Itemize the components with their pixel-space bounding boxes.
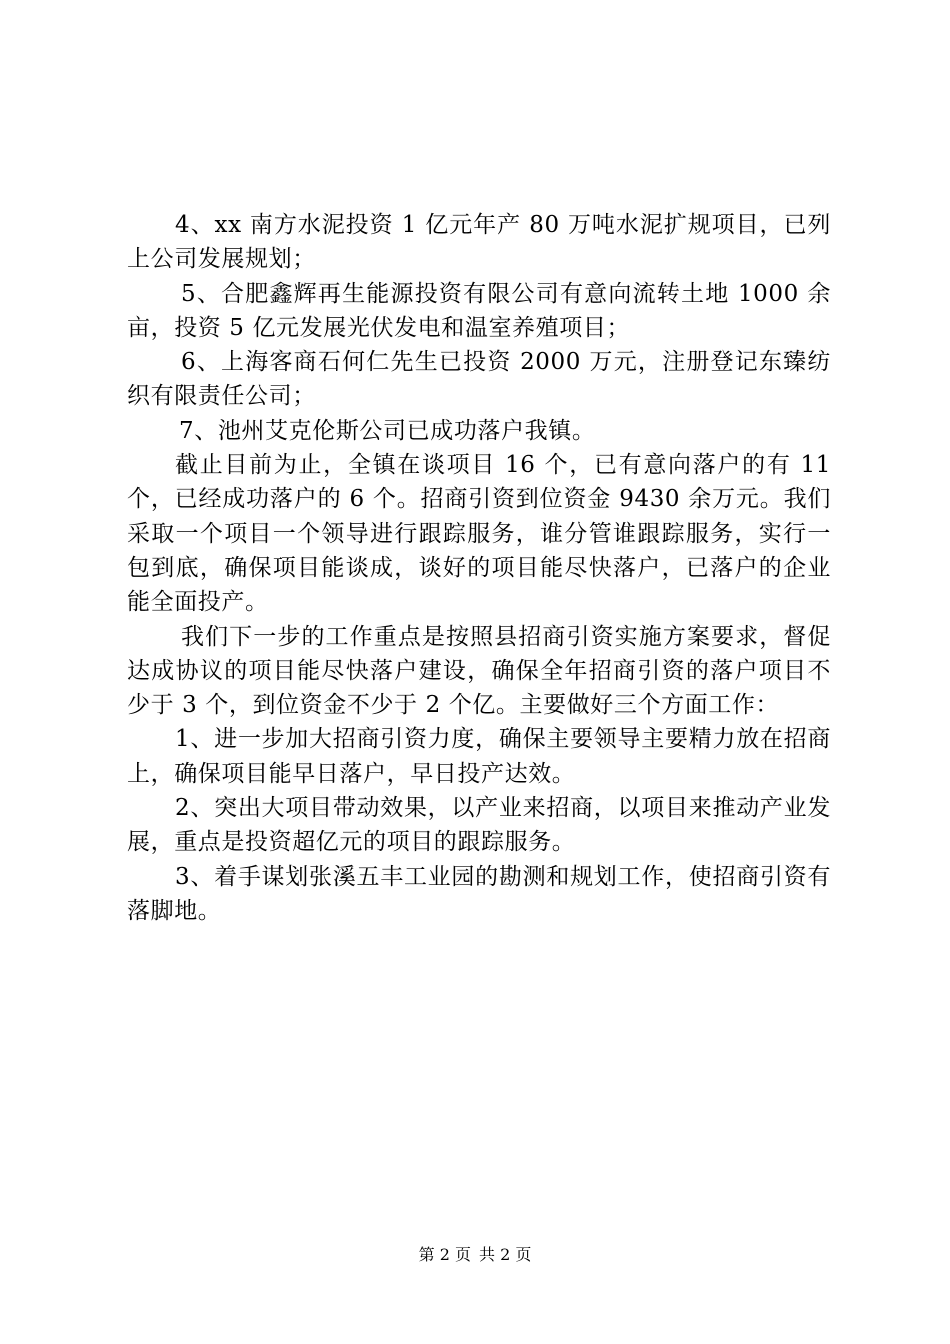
document-body bbox=[127, 208, 831, 928]
page-footer bbox=[0, 1245, 950, 1265]
paragraph-next-steps: 我们下一步的工作重点是按照县招商引资实施方案要求，督促达成协议的项目能尽快落户建设，确保全年招商引资的落户项目不少于 3 个，到位资金不少于 2 个亿。主要做好三个方面工作： bbox=[127, 623, 831, 719]
page-total: 共 2 页 bbox=[479, 1245, 532, 1264]
paragraph-task-1: 1、进一步加大招商引资力度，确保主要领导主要精力放在招商上，确保项目能早日落户，早日投产达效。 bbox=[127, 726, 831, 787]
paragraph-item-7: 7、池州艾克伦斯公司已成功落户我镇。 bbox=[179, 417, 596, 444]
paragraph-item-4: 4、xx 南方水泥投资 1 亿元年产 80 万吨水泥扩规项目，已列上公司发展规划； bbox=[127, 212, 831, 273]
page-number: 第 2 页 bbox=[418, 1245, 471, 1264]
paragraph-item-6: 6、上海客商石何仁先生已投资 2000 万元，注册登记东臻纺织有限责任公司； bbox=[127, 349, 831, 410]
paragraph-item-5: 5、合肥鑫辉再生能源投资有限公司有意向流转土地 1000 余亩，投资 5 亿元发展光伏发电和温室养殖项目； bbox=[127, 280, 831, 341]
paragraph-task-3: 3、着手谋划张溪五丰工业园的勘测和规划工作，使招商引资有落脚地。 bbox=[127, 863, 831, 924]
paragraph-task-2: 2、突出大项目带动效果，以产业来招商，以项目来推动产业发展，重点是投资超亿元的项目的跟踪服务。 bbox=[127, 795, 831, 856]
paragraph-progress-summary: 截止目前为止，全镇在谈项目 16 个，已有意向落户的有 11 个，已经成功落户的 6 个。招商引资到位资金 9430 余万元。我们采取一个项目一个领导进行跟踪服务，谁分管谁跟踪服务，实行一包到底，确保项目能谈成，谈好的项目能尽快落户，已落户的企业能全面投产。 bbox=[127, 452, 831, 616]
